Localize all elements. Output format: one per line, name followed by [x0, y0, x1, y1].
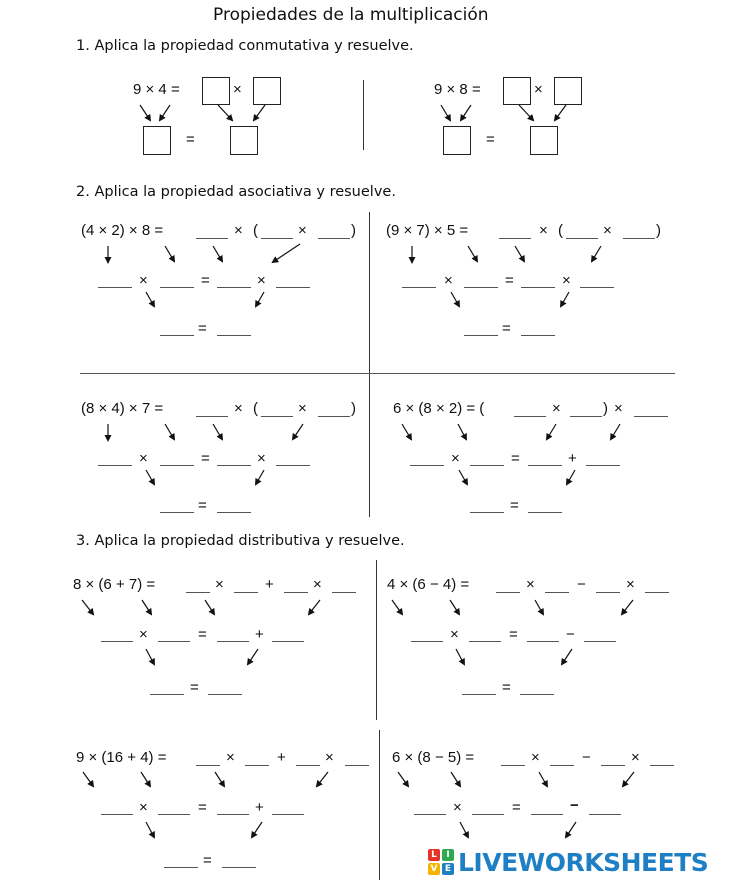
- s3-q2-blank[interactable]: [496, 592, 520, 593]
- s3-q1-blank[interactable]: [217, 641, 249, 642]
- s1-left-equals: =: [186, 131, 195, 148]
- arrow: [623, 772, 634, 786]
- s3-q2-blank[interactable]: [584, 641, 616, 642]
- arrow: [450, 600, 459, 614]
- arrow: [254, 105, 265, 120]
- arrow: [622, 600, 633, 614]
- s2-q2-blank[interactable]: [566, 238, 598, 239]
- s1-right-times: ×: [534, 81, 543, 98]
- s2-horizontal-divider: [80, 373, 675, 374]
- arrow: [566, 822, 576, 837]
- s1-left-answer-box-4[interactable]: [230, 126, 258, 155]
- arrow: [218, 105, 232, 120]
- s2-q2-blank[interactable]: [623, 238, 655, 239]
- s2-q3-times: ×: [298, 400, 307, 417]
- s2-q1-times: ×: [139, 272, 148, 289]
- s2-q2-times: ×: [539, 222, 548, 239]
- s3-q2-equals: =: [502, 679, 511, 696]
- s3-q1-times: ×: [215, 576, 224, 593]
- s3-q2-expression: 4 × (6 − 4) =: [387, 576, 470, 593]
- s3-q1-times: ×: [313, 576, 322, 593]
- arrow: [567, 470, 575, 484]
- s3-q3-expression: 9 × (16 + 4) =: [76, 749, 167, 766]
- logo-mark-l: L: [428, 849, 440, 861]
- arrow: [215, 772, 224, 786]
- s3-q2-times: ×: [626, 576, 635, 593]
- arrow: [256, 470, 264, 484]
- s3-q3-blank[interactable]: [345, 765, 369, 766]
- arrow: [459, 470, 467, 484]
- s3-q3-blank[interactable]: [158, 814, 190, 815]
- s3-q3-blank[interactable]: [222, 867, 256, 868]
- s2-q3-blank[interactable]: [261, 416, 293, 417]
- s3-q3-plus: +: [277, 749, 286, 766]
- s2-q3-times: ×: [234, 400, 243, 417]
- section-2-heading: 2. Aplica la propiedad asociativa y resuelve.: [76, 184, 396, 200]
- s3-q4-times: ×: [531, 749, 540, 766]
- s3-q2-blank[interactable]: [462, 694, 496, 695]
- s3-q4-times: ×: [453, 799, 462, 816]
- s3-q3-times: ×: [325, 749, 334, 766]
- s2-q2-times: ×: [562, 272, 571, 289]
- s2-q1-expression: (4 × 2) × 8 =: [81, 222, 164, 239]
- s1-left-expression: 9 × 4 =: [133, 81, 180, 98]
- arrow: [165, 246, 174, 261]
- s1-left-answer-box-2[interactable]: [253, 77, 281, 105]
- s3-q4-blank[interactable]: [414, 814, 446, 815]
- arrow: [146, 649, 154, 664]
- s3-q3-times: ×: [226, 749, 235, 766]
- s1-right-answer-box-4[interactable]: [530, 126, 558, 155]
- page-title: Propiedades de la multiplicación: [213, 5, 489, 25]
- s3-q4-times: ×: [631, 749, 640, 766]
- arrow: [317, 772, 328, 786]
- liveworksheets-wordmark: LIVEWORKSHEETS: [458, 847, 709, 877]
- s3-q4-blank[interactable]: [531, 814, 563, 815]
- s3-q1-blank[interactable]: [332, 592, 356, 593]
- s3-q3-blank[interactable]: [245, 765, 269, 766]
- s2-q3-times: ×: [139, 450, 148, 467]
- s2-q3-blank[interactable]: [160, 512, 194, 513]
- s2-q3-blank[interactable]: [98, 465, 132, 466]
- s2-q4-times: ×: [614, 400, 623, 417]
- s2-q3-times: ×: [257, 450, 266, 467]
- arrow: [441, 105, 450, 120]
- s2-q4-plus: +: [568, 450, 577, 467]
- arrow: [205, 600, 214, 614]
- s3-q1-equals: =: [190, 679, 199, 696]
- arrow: [213, 246, 222, 261]
- s2-q3-close-paren: ): [351, 400, 356, 417]
- s2-q3-equals: =: [198, 497, 207, 514]
- s2-q1-blank[interactable]: [217, 335, 251, 336]
- s2-q4-blank[interactable]: [586, 465, 620, 466]
- s1-divider: [363, 80, 364, 150]
- arrow: [146, 822, 154, 837]
- arrow: [535, 600, 543, 614]
- s2-q1-times: ×: [257, 272, 266, 289]
- s2-q3-blank[interactable]: [318, 416, 350, 417]
- arrow: [562, 649, 572, 664]
- s3-q1-blank[interactable]: [284, 592, 308, 593]
- s3-q4-minus: −: [582, 749, 591, 766]
- s2-q3-blank[interactable]: [217, 465, 251, 466]
- s1-left-answer-box-3[interactable]: [143, 126, 171, 155]
- s2-q4-close-paren: ): [603, 400, 608, 417]
- s3-q4-blank[interactable]: [601, 765, 625, 766]
- arrow: [160, 105, 170, 120]
- s3-q3-blank[interactable]: [272, 814, 304, 815]
- s3-q3-times: ×: [139, 799, 148, 816]
- section-3-heading: 3. Aplica la propiedad distributiva y resuelve.: [76, 533, 405, 549]
- s2-q3-expression: (8 × 4) × 7 =: [81, 400, 164, 417]
- s3-q4-blank[interactable]: [472, 814, 504, 815]
- s2-q1-blank[interactable]: [261, 238, 293, 239]
- s2-q4-blank[interactable]: [470, 512, 504, 513]
- arrow: [547, 424, 556, 439]
- arrow: [458, 424, 466, 439]
- arrow: [146, 470, 154, 484]
- liveworksheets-logo[interactable]: [428, 848, 708, 876]
- s2-q2-open-paren: (: [558, 222, 563, 239]
- s2-q1-blank[interactable]: [318, 238, 350, 239]
- s2-q4-times: ×: [451, 450, 460, 467]
- arrow: [83, 772, 93, 786]
- s3-q1-plus: +: [265, 576, 274, 593]
- arrow: [461, 105, 471, 120]
- logo-mark-e: E: [442, 863, 454, 875]
- s2-q2-blank[interactable]: [521, 335, 555, 336]
- arrow: [141, 772, 150, 786]
- arrow: [256, 292, 264, 306]
- s3-q2-blank[interactable]: [545, 592, 569, 593]
- arrow: [402, 424, 411, 439]
- s2-q2-times: ×: [444, 272, 453, 289]
- s3-q2-equals: =: [509, 626, 518, 643]
- s1-right-equals: =: [486, 131, 495, 148]
- s3-q4-equals: =: [512, 799, 521, 816]
- s2-q2-equals: =: [505, 272, 514, 289]
- arrow: [309, 600, 320, 614]
- s3-q2-blank[interactable]: [645, 592, 669, 593]
- s2-q1-blank[interactable]: [217, 287, 251, 288]
- s3-q1-blank[interactable]: [150, 694, 184, 695]
- arrow: [140, 105, 150, 120]
- s3-q3-blank[interactable]: [101, 814, 133, 815]
- s3-q2-blank[interactable]: [596, 592, 620, 593]
- s2-q4-blank[interactable]: [514, 416, 546, 417]
- arrow: [165, 424, 174, 439]
- s2-q2-blank[interactable]: [580, 287, 614, 288]
- arrow: [398, 772, 408, 786]
- s3-q3-plus: +: [255, 799, 264, 816]
- s2-q2-blank[interactable]: [464, 335, 498, 336]
- s1-left-times: ×: [233, 81, 242, 98]
- s2-q1-blank[interactable]: [196, 238, 228, 239]
- s3-q1-blank[interactable]: [186, 592, 210, 593]
- s2-q4-times: ×: [552, 400, 561, 417]
- logo-mark-i: I: [442, 849, 454, 861]
- logo-mark-v: V: [428, 863, 440, 875]
- s2-q2-blank[interactable]: [464, 287, 498, 288]
- s3-q2-blank[interactable]: [527, 641, 559, 642]
- s3-q2-blank[interactable]: [411, 641, 443, 642]
- arrow: [273, 244, 300, 262]
- s2-q1-close-paren: ): [351, 222, 356, 239]
- s1-left-answer-box-1[interactable]: [202, 77, 230, 105]
- s3-q1-blank[interactable]: [208, 694, 242, 695]
- arrow: [392, 600, 402, 614]
- s2-q2-close-paren: ): [656, 222, 661, 239]
- s2-q3-blank[interactable]: [276, 465, 310, 466]
- s2-q4-blank[interactable]: [634, 416, 668, 417]
- s3-q1-equals: =: [198, 626, 207, 643]
- s3-q2-times: ×: [450, 626, 459, 643]
- arrow: [539, 772, 547, 786]
- arrow: [252, 822, 262, 837]
- liveworksheets-mark-icon: [428, 849, 454, 875]
- s2-q3-blank[interactable]: [160, 465, 194, 466]
- s2-q2-equals: =: [502, 320, 511, 337]
- s2-q2-blank[interactable]: [402, 287, 436, 288]
- arrow: [456, 649, 464, 664]
- arrow: [592, 246, 601, 261]
- s2-q1-equals: =: [198, 320, 207, 337]
- s3-q4-minus: −: [570, 797, 579, 814]
- arrow: [468, 246, 477, 261]
- s3-q3-blank[interactable]: [217, 814, 249, 815]
- s2-q2-blank[interactable]: [499, 238, 531, 239]
- s2-q3-open-paren: (: [253, 400, 258, 417]
- s3-q2-blank[interactable]: [469, 641, 501, 642]
- s3-q1-times: ×: [139, 626, 148, 643]
- s2-q1-blank[interactable]: [276, 287, 310, 288]
- arrow: [519, 105, 533, 120]
- s1-right-expression: 9 × 8 =: [434, 81, 481, 98]
- section-1-heading: 1. Aplica la propiedad conmutativa y resuelve.: [76, 38, 414, 54]
- s2-q4-expression: 6 × (8 × 2) = (: [393, 400, 485, 417]
- s1-right-answer-box-3[interactable]: [443, 126, 471, 155]
- s3-q1-blank[interactable]: [101, 641, 133, 642]
- s3-q1-blank[interactable]: [234, 592, 258, 593]
- arrow: [213, 424, 222, 439]
- s1-right-answer-box-2[interactable]: [554, 77, 582, 105]
- s3-q2-minus: −: [566, 626, 575, 643]
- s3-divider-top: [376, 560, 377, 720]
- arrow: [451, 292, 459, 306]
- s2-q1-blank[interactable]: [160, 287, 194, 288]
- s2-q4-blank[interactable]: [570, 416, 602, 417]
- arrow: [248, 649, 258, 664]
- s2-q4-blank[interactable]: [410, 465, 444, 466]
- arrow: [561, 292, 569, 306]
- s2-q1-times: ×: [234, 222, 243, 239]
- s3-q2-minus: −: [577, 576, 586, 593]
- s2-q1-blank[interactable]: [160, 335, 194, 336]
- arrow: [146, 292, 154, 306]
- s2-q1-open-paren: (: [253, 222, 258, 239]
- s2-q1-equals: =: [201, 272, 210, 289]
- s3-q4-blank[interactable]: [550, 765, 574, 766]
- s2-q3-blank[interactable]: [217, 512, 251, 513]
- arrow: [293, 424, 303, 439]
- s2-q3-equals: =: [201, 450, 210, 467]
- arrow: [82, 600, 93, 614]
- arrow: [142, 600, 151, 614]
- arrow: [460, 822, 468, 837]
- s2-q2-times: ×: [603, 222, 612, 239]
- s2-q3-blank[interactable]: [196, 416, 228, 417]
- s3-q2-blank[interactable]: [520, 694, 554, 695]
- s3-q1-blank[interactable]: [158, 641, 190, 642]
- s3-q3-equals: =: [198, 799, 207, 816]
- s3-q1-blank[interactable]: [272, 641, 304, 642]
- arrow: [555, 105, 566, 120]
- s3-q4-blank[interactable]: [589, 814, 621, 815]
- s3-q1-expression: 8 × (6 + 7) =: [73, 576, 156, 593]
- s3-q1-plus: +: [255, 626, 264, 643]
- arrow: [451, 772, 460, 786]
- s2-q4-blank[interactable]: [528, 465, 562, 466]
- s2-q4-blank[interactable]: [528, 512, 562, 513]
- s3-q2-times: ×: [526, 576, 535, 593]
- s2-q4-equals: =: [510, 497, 519, 514]
- s3-q3-blank[interactable]: [196, 765, 220, 766]
- s3-q4-blank[interactable]: [650, 765, 674, 766]
- s2-q1-times: ×: [298, 222, 307, 239]
- arrow: [515, 246, 524, 261]
- s2-q4-equals: =: [511, 450, 520, 467]
- s3-q4-blank[interactable]: [501, 765, 525, 766]
- s3-q3-blank[interactable]: [296, 765, 320, 766]
- s3-divider-bottom: [379, 730, 380, 880]
- s3-q3-equals: =: [203, 852, 212, 869]
- s2-vertical-divider: [369, 212, 370, 517]
- s3-q4-expression: 6 × (8 − 5) =: [392, 749, 475, 766]
- s3-q3-blank[interactable]: [164, 867, 198, 868]
- s2-q2-blank[interactable]: [521, 287, 555, 288]
- arrow: [611, 424, 620, 439]
- s1-right-answer-box-1[interactable]: [503, 77, 531, 105]
- s2-q4-blank[interactable]: [470, 465, 504, 466]
- s2-q1-blank[interactable]: [98, 287, 132, 288]
- s2-q2-expression: (9 × 7) × 5 =: [386, 222, 469, 239]
